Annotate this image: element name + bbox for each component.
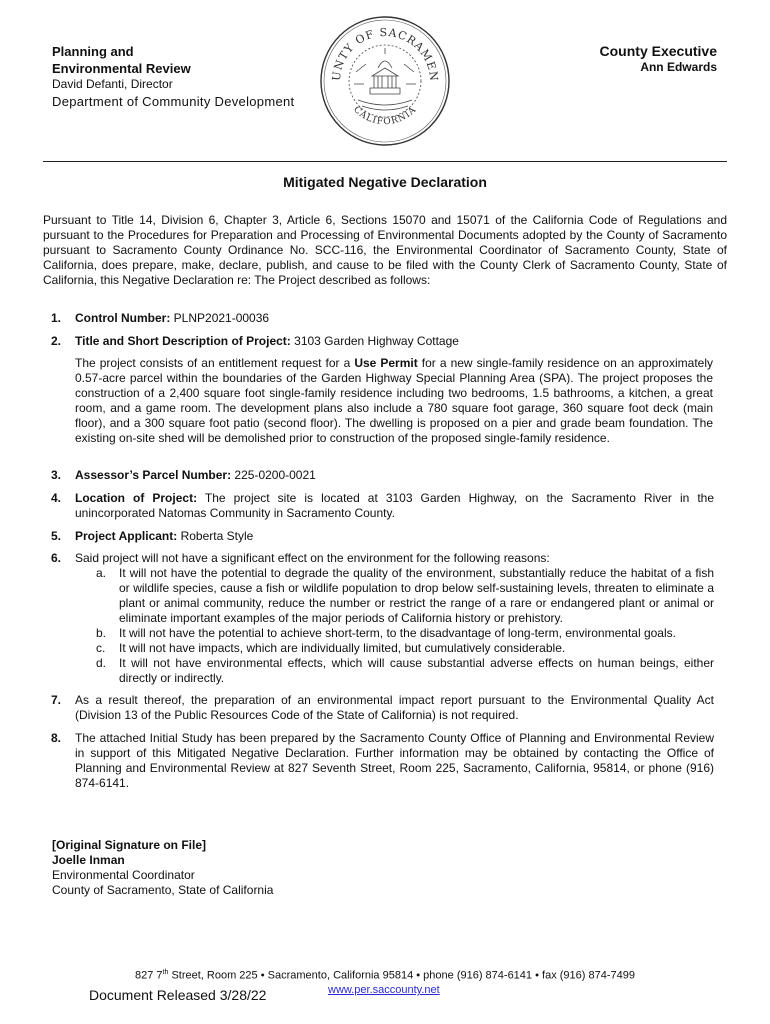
list-item-applicant: 5. Project Applicant: Roberta Style xyxy=(51,529,254,543)
list-item-eir-not-required: 7. As a result thereof, the preparation of an environmental impact report pursuant to the Environmental Quality Act (Division 13 of the Public Resources Code of the State of California) is not required. xyxy=(51,693,714,722)
signature-note: [Original Signature on File] xyxy=(52,838,207,852)
list-item-initial-study: 8. The attached Initial Study has been prepared by the Sacramento County Office of Planning and Environmental Review in support of this Mitigated Negative Declaration. Further information may be obtained by contacting the Office of Planning and Environmental Review at 827 Seventh Street, Room 225, Sacramento, California, 95814, or phone (916) 874-6141. xyxy=(51,731,714,790)
header-right-block xyxy=(600,43,717,75)
header-divider xyxy=(43,161,727,162)
intro-paragraph: Pursuant to Title 14, Division 6, Chapter 3, Article 6, Sections 15070 and 15071 of the California Code of Regulations and pursuant to the Procedures for Preparation and Processing of Environmental Documents adopted by the County of Sacramento pursuant to Sacramento County Ordinance No. SCC-116, the Environmental Coordinator of Sacramento County, State of California, does prepare, make, declare, publish, and cause to be filed with the County Clerk of Sacramento County, State of California, this Negative Declaration re: The Project described as follows: xyxy=(43,213,727,287)
svg-text:COUNTY OF SACRAMENTO: UNTY OF SACRAMEN xyxy=(329,25,441,83)
project-description: The project consists of an entitlement request for a Use Permit for a new single-family residence on an approximately 0.57-acre parcel within the boundaries of the Garden Highway Special Planning Area (SPA). The project proposes the construction of a 2,400 square foot single-family residence including two bedrooms, 1.5 bathrooms, a kitchen, a great room, and a game room. The development plans also include a 780 square foot garage, 360 square foot deck (main floor), and a 300 square foot patio (second floor). The dwelling is proposed on a pier and grade beam foundation. The existing on-site shed will be demolished prior to construction of the proposed single-family residence. xyxy=(75,356,713,445)
reason-item: b. It will not have the potential to achieve short-term, to the disadvantage of long-term, environmental goals. xyxy=(96,626,676,640)
reasons-list xyxy=(75,566,714,686)
header-left-block xyxy=(52,43,317,110)
list-item-title: 2. Title and Short Description of Project: 3103 Garden Highway Cottage xyxy=(51,334,459,348)
list-item-parcel-number: 3. Assessor’s Parcel Number: 225-0200-0021 xyxy=(51,468,316,482)
signature-block xyxy=(52,838,273,898)
county-seal-icon xyxy=(318,14,452,148)
reason-item: a. It will not have the potential to degrade the quality of the environment, substantially reduce the habitat of a fish or wildlife species, cause a fish or wildlife population to drop below self-sustaining levels, threaten to eliminate a plant or animal community, reduce the number or restrict the range of a rare or endangered plant or animal or eliminate important examples of the major periods of California history or prehistory. xyxy=(96,566,714,625)
signer-org: County of Sacramento, State of California xyxy=(52,883,274,897)
list-item-control-number: 1. Control Number: PLNP2021-00036 xyxy=(51,311,270,325)
executive-title: County Executive xyxy=(599,43,717,59)
department-name: Department of Community Development xyxy=(52,94,295,109)
director-name: David Defanti, Director xyxy=(52,77,173,91)
website-link[interactable]: www.per.saccounty.net xyxy=(328,984,440,996)
signer-title: Environmental Coordinator xyxy=(52,868,195,882)
svg-text:CALIFORNIA: CALIFORNIA xyxy=(351,104,419,128)
executive-name: Ann Edwards xyxy=(640,60,717,74)
reason-item: c. It will not have impacts, which are individually limited, but cumulatively considerable. xyxy=(96,641,566,655)
list-item-location: 4. Location of Project: The project site is located at 3103 Garden Highway, on the Sacramento River in the unincorporated Natomas Community in Sacramento County. xyxy=(51,491,715,520)
reason-item: d. It will not have environmental effects, which will cause substantial adverse effects on human beings, either directly or indirectly. xyxy=(96,656,714,685)
bullet-icon: • xyxy=(535,969,539,982)
document-released-date: Document Released 3/28/22 xyxy=(89,987,267,1003)
list-item-reasons: 6. Said project will not have a significant effect on the environment for the following reasons: a. It will not have the potential to degrade the quality of the environment, substantially reduce the habitat of a fish or wildlife species, cause a fish or wildlife population to drop below self-sustaining levels, threaten to eliminate a plant or animal community, reduce the number or restrict the range of a rare or endangered plant or animal or eliminate important examples of the major periods of California history or prehistory. b. It will not have the potential to achieve short-term, to the disadvantage of long-term, environmental goals. c. It will not have impacts, which are individually limited, but cumulatively considerable. d. It will not have environmental effects, which will cause substantial adverse effects on human beings, either directly or indirectly. xyxy=(51,551,714,685)
bullet-icon: • xyxy=(260,969,265,982)
office-name-line2: Environmental Review xyxy=(52,61,191,76)
bullet-icon: • xyxy=(416,969,421,982)
signer-name: Joelle Inman xyxy=(52,853,125,867)
footer-address-line: 827 7th Street, Room 225 • Sacramento, California 95814 • phone (916) 874-6141 • fax (916) 874-7499 xyxy=(135,969,635,982)
document-title: Mitigated Negative Declaration xyxy=(283,174,487,190)
office-name-line1: Planning and xyxy=(52,44,134,59)
